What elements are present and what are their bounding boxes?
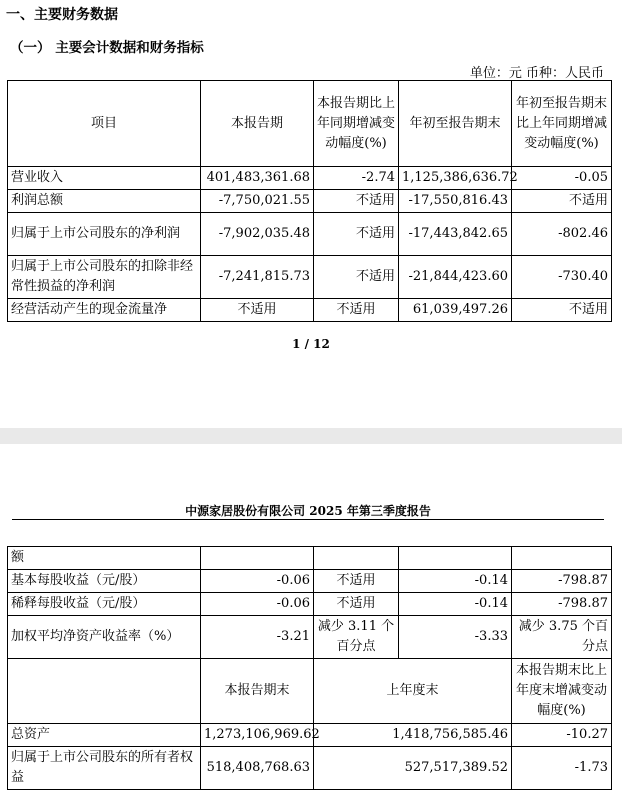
header-ytd: 年初至报告期末 (399, 81, 512, 167)
cell-value: -3.21 (201, 616, 314, 659)
cell-value: -798.87 (512, 570, 612, 593)
cell-value: 1,125,386,636.72 (399, 167, 512, 190)
cell-value: -0.06 (201, 593, 314, 616)
table-row (8, 724, 612, 747)
cell-value: -17,443,842.65 (399, 213, 512, 256)
row-label: 总资产 (8, 724, 201, 747)
financial-indicators-table (7, 80, 612, 322)
section-title: 一、主要财务数据 (6, 7, 118, 23)
table-row (8, 256, 612, 299)
row-label: 稀释每股收益（元/股） (8, 593, 201, 616)
cell-value: 不适用 (512, 190, 612, 213)
table-row (8, 570, 612, 593)
financial-indicators-table-continued (7, 546, 612, 790)
table-row (8, 593, 612, 616)
row-label: 归属于上市公司股东的所有者权益 (8, 747, 201, 790)
header-period-end: 本报告期末 (201, 659, 314, 724)
currency-unit-line: 单位：元 币种：人民币 (469, 66, 604, 81)
cell-value: 1,273,106,969.62 (201, 724, 314, 747)
row-label: 经营活动产生的现金流量净 (8, 299, 201, 322)
header-prior-year-end: 上年度末 (314, 659, 512, 724)
cell-value: -7,750,021.55 (201, 190, 314, 213)
report-page-2 (0, 444, 622, 786)
page-number: 1 / 12 (292, 337, 330, 351)
cell-value: 不适用 (314, 256, 399, 299)
cell-value: 不适用 (314, 299, 399, 322)
cell-value: -0.06 (201, 570, 314, 593)
cell-value: -0.14 (399, 570, 512, 593)
row-label: 加权平均净资产收益率（%） (8, 616, 201, 659)
cell-value: 401,483,361.68 (201, 167, 314, 190)
cell-value: -802.46 (512, 213, 612, 256)
header-item: 项目 (8, 81, 201, 167)
header-item (8, 659, 201, 724)
table-row (8, 547, 612, 570)
table-row (8, 616, 612, 659)
row-label: 利润总额 (8, 190, 201, 213)
row-label: 归属于上市公司股东的净利润 (8, 213, 201, 256)
row-label: 归属于上市公司股东的扣除非经常性损益的净利润 (8, 256, 201, 299)
table-header-row (8, 659, 612, 724)
row-label: 额 (8, 547, 201, 570)
cell-value: -0.14 (399, 593, 512, 616)
row-label: 基本每股收益（元/股） (8, 570, 201, 593)
page-separator (0, 428, 622, 444)
cell-value: 1,418,756,585.46 (314, 724, 512, 747)
cell-value: -7,241,815.73 (201, 256, 314, 299)
cell-value: 减少 3.75 个百分点 (512, 616, 612, 659)
cell-value: 61,039,497.26 (399, 299, 512, 322)
cell-value: 不适用 (201, 299, 314, 322)
cell-value: -730.40 (512, 256, 612, 299)
cell-value: 不适用 (512, 299, 612, 322)
subsection-title: （一） 主要会计数据和财务指标 (10, 40, 204, 56)
cell-value: 不适用 (314, 570, 399, 593)
row-label: 营业收入 (8, 167, 201, 190)
table-row (8, 190, 612, 213)
empty-cell (201, 547, 314, 570)
table-row (8, 167, 612, 190)
cell-value: 不适用 (314, 213, 399, 256)
cell-value: -0.05 (512, 167, 612, 190)
cell-value: -7,902,035.48 (201, 213, 314, 256)
cell-value: 不适用 (314, 190, 399, 213)
table-row (8, 299, 612, 322)
cell-value: -10.27 (512, 724, 612, 747)
running-header: 中源家居股份有限公司 2025 年第三季度报告 (185, 504, 431, 518)
cell-value: 不适用 (314, 593, 399, 616)
cell-value: 518,408,768.63 (201, 747, 314, 790)
header-current-period: 本报告期 (201, 81, 314, 167)
cell-value: -798.87 (512, 593, 612, 616)
cell-value: 527,517,389.52 (314, 747, 512, 790)
cell-value: -1.73 (512, 747, 612, 790)
cell-value: -17,550,816.43 (399, 190, 512, 213)
empty-cell (399, 547, 512, 570)
table-row (8, 213, 612, 256)
cell-value: 减少 3.11 个百分点 (314, 616, 399, 659)
empty-cell (314, 547, 399, 570)
running-header-rule (12, 519, 604, 520)
header-current-period-change: 本报告期比上年同期增减变动幅度(%) (314, 81, 399, 167)
header-ytd-change: 年初至报告期末比上年同期增减变动幅度(%) (512, 81, 612, 167)
table-header-row (8, 81, 612, 167)
table-row (8, 747, 612, 790)
empty-cell (512, 547, 612, 570)
header-period-end-change: 本报告期末比上年度末增减变动幅度(%) (512, 659, 612, 724)
cell-value: -21,844,423.60 (399, 256, 512, 299)
cell-value: -2.74 (314, 167, 399, 190)
cell-value: -3.33 (399, 616, 512, 659)
